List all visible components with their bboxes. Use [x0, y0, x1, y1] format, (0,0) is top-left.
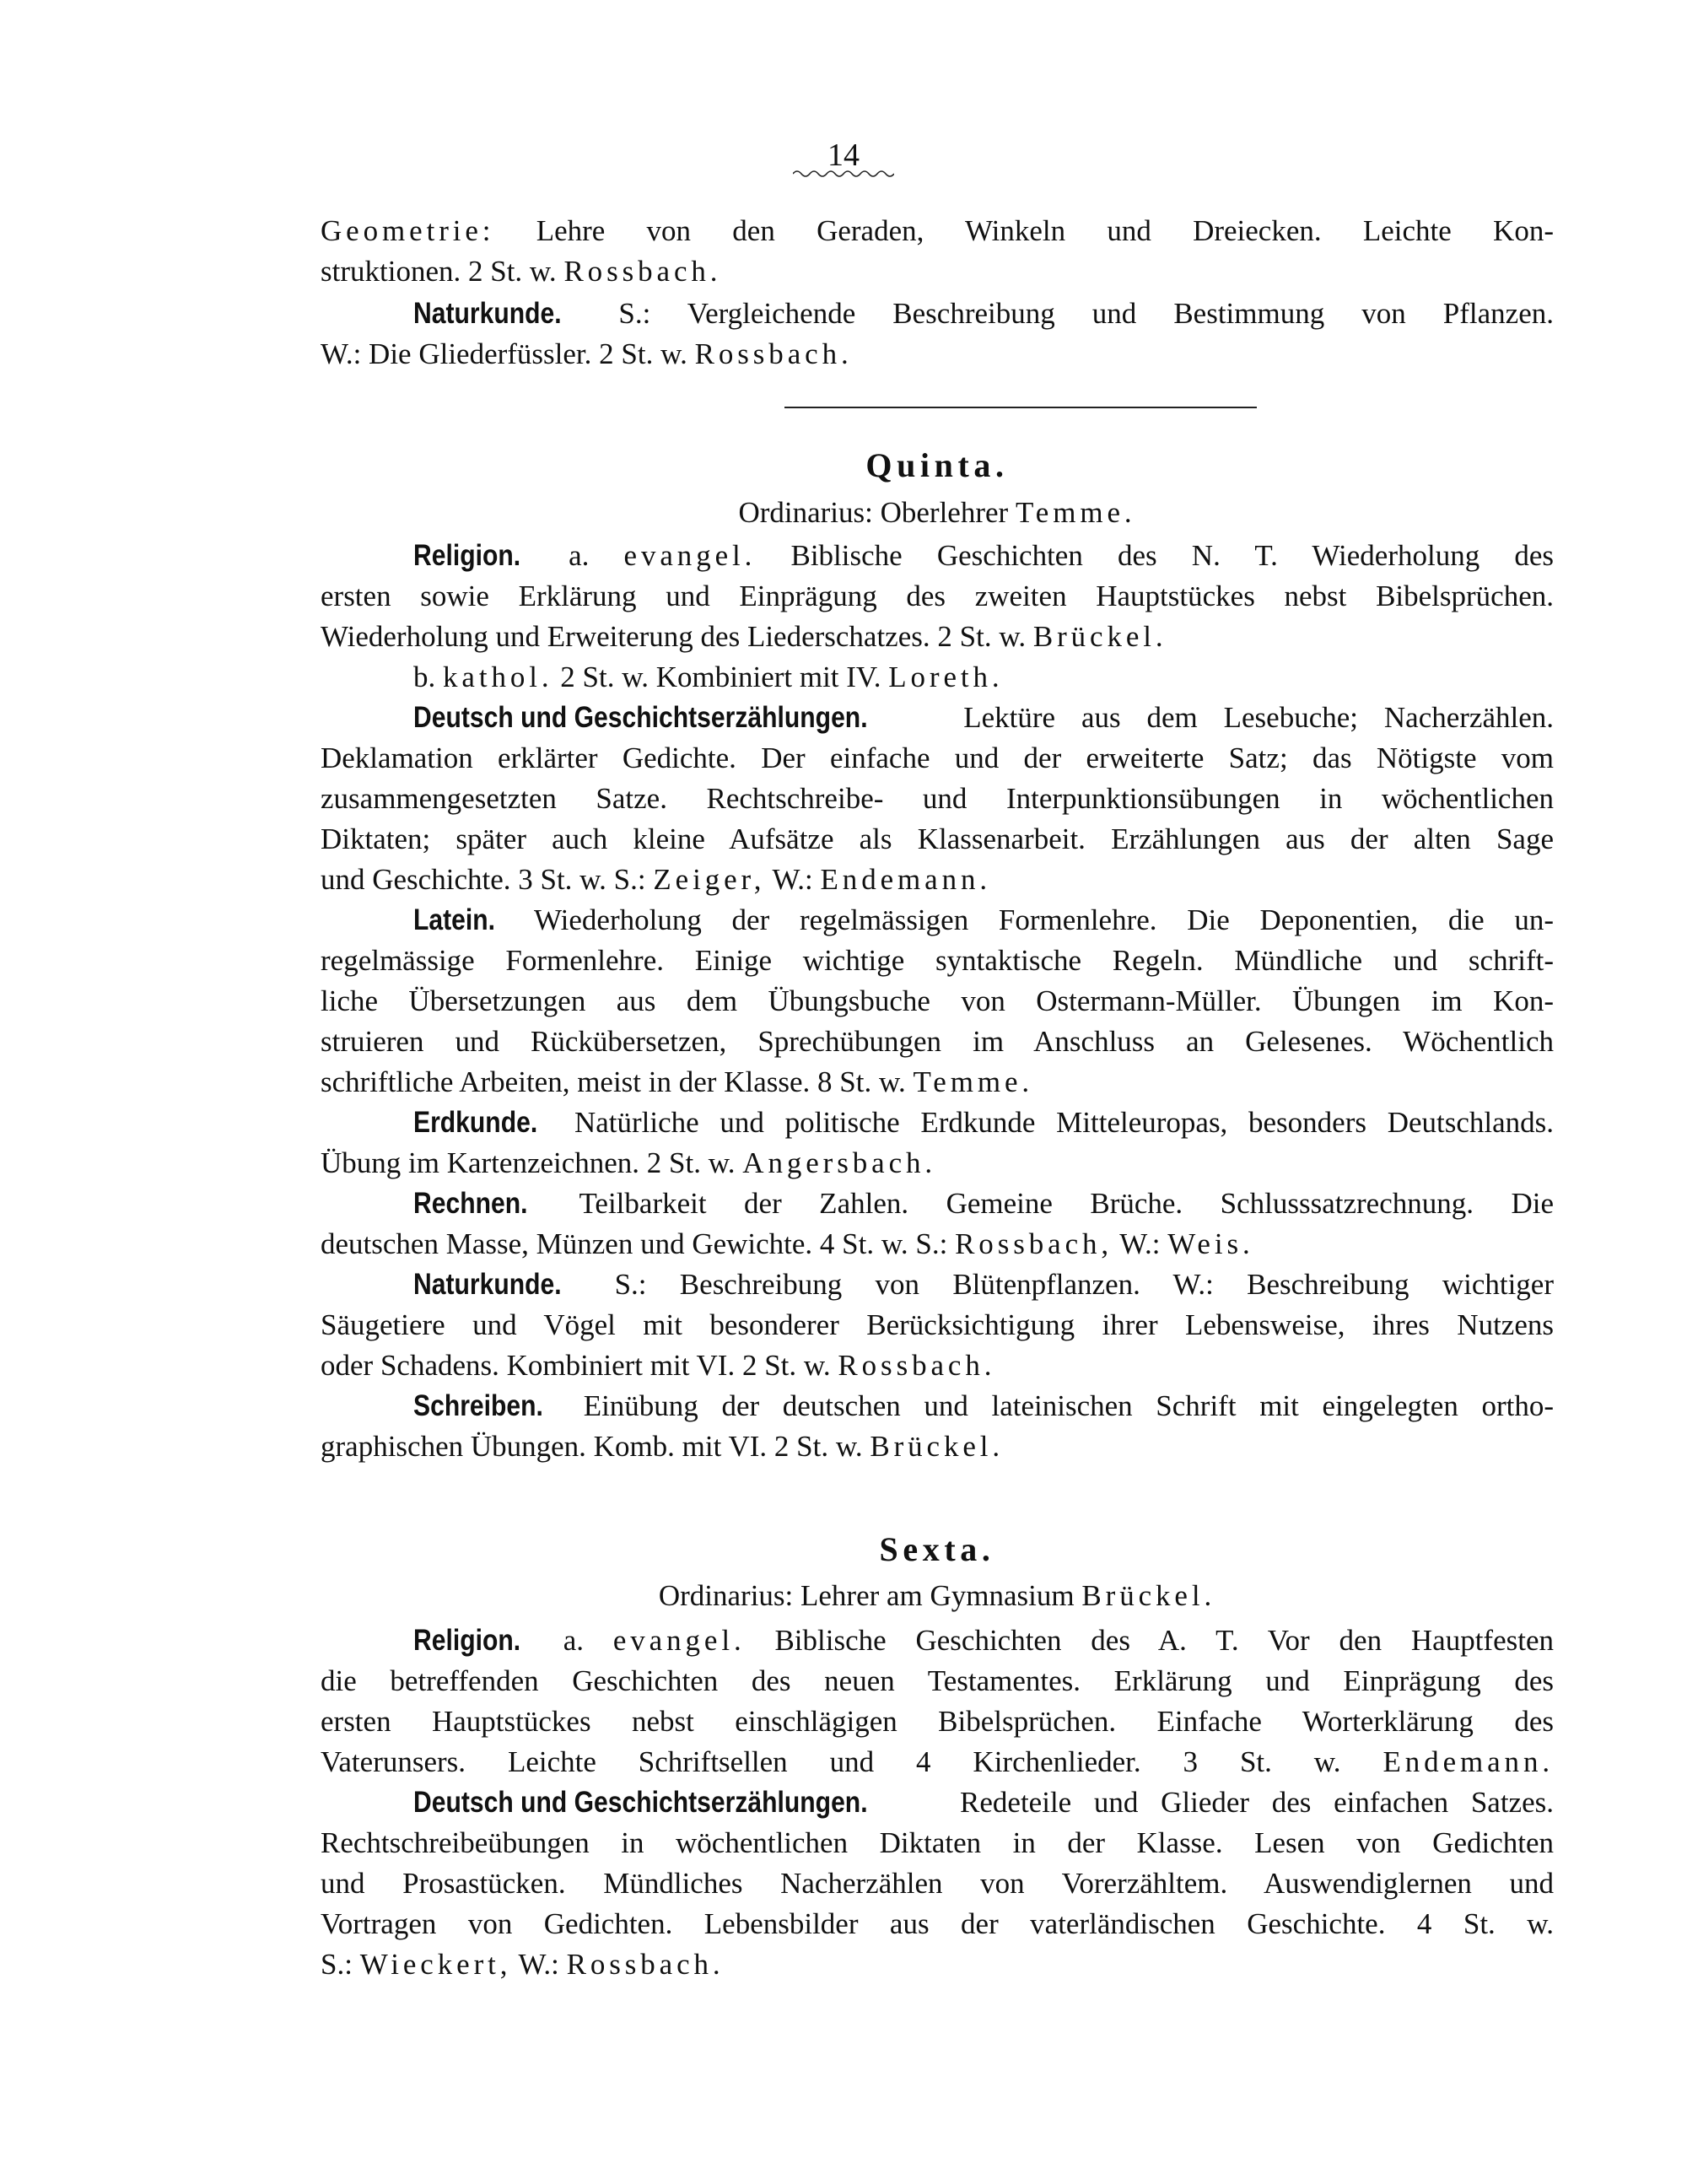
quarta-naturkunde-line-2: W.: Die Gliederfüssler. 2 St. w. Rossbach.	[321, 337, 853, 370]
sexta-religion-line-1: Religion. a. evangel. Biblische Geschichten des A. T. Vor den Hauptfesten	[413, 1624, 1555, 1657]
sexta-deutsch-line-4: Vortragen von Gedichten. Lebensbilder aus der vaterländischen Geschichte. 4 St. w.	[321, 1907, 1554, 1940]
sexta-deutsch-line-2: Rechtschreibeübungen in wöchentlichen Diktaten in der Klasse. Lesen von Gedichten	[321, 1826, 1554, 1859]
quinta-deutsch-line-5: und Geschichte. 3 St. w. S.: Zeiger, W.: Endemann.	[321, 863, 992, 896]
quinta-religion-line-1: Religion. a. evangel. Biblische Geschichten des N. T. Wiederholung des	[413, 539, 1555, 572]
quinta-deutsch-line-2: Deklamation erklärter Gedichte. Der einfache und der erweiterte Satz; das Nötigste vom	[321, 741, 1554, 774]
sexta-religion-line-3: ersten Hauptstückes nebst einschlägigen Bibelsprüchen. Einfache Worterklärung des	[321, 1705, 1554, 1738]
quinta-title: Quinta.	[865, 446, 1009, 484]
quinta-rechnen-line-2: deutschen Masse, Münzen und Gewichte. 4 St. w. S.: Rossbach, W.: Weis.	[321, 1227, 1254, 1260]
quinta-deutsch-line-4: Diktaten; später auch kleine Aufsätze als Klassenarbeit. Erzählungen aus der alten Sage	[321, 822, 1554, 855]
quinta-religion-line-2: ersten sowie Erklärung und Einprägung des zweiten Hauptstückes nebst Bibelsprüchen.	[321, 580, 1554, 612]
quinta-latein-line-1: Latein. Wiederholung der regelmässigen Formenlehre. Die Deponentien, die un-	[413, 903, 1554, 936]
quinta-naturkunde-line-1: Naturkunde. S.: Beschreibung von Blütenpflanzen. W.: Beschreibung wichtiger	[413, 1268, 1555, 1301]
quinta-latein-line-4: struieren und Rückübersetzen, Sprechübungen im Anschluss an Gelesenes. Wöchentlich	[321, 1025, 1554, 1058]
quinta-deutsch-line-3: zusammengesetzten Satze. Rechtschreibe- und Interpunktionsübungen in wöchentlichen	[321, 782, 1554, 815]
page-number: 14	[827, 138, 860, 173]
quinta-naturkunde-line-3: oder Schadens. Kombiniert mit VI. 2 St. w. Rossbach.	[321, 1349, 996, 1382]
sexta-deutsch-line-3: und Prosastücken. Mündliches Nacherzählen von Vorerzähltem. Auswendiglernen und	[321, 1867, 1554, 1900]
quinta-schreiben-line-2: graphischen Übungen. Komb. mit VI. 2 St. w. Brückel.	[321, 1430, 1005, 1463]
quinta-latein-line-2: regelmässige Formenlehre. Einige wichtige syntaktische Regeln. Mündliche und schrift-	[321, 944, 1554, 977]
sexta-ordinarius: Ordinarius: Lehrer am Gymnasium Brückel.	[658, 1579, 1216, 1612]
quinta-religion-line-4: b. kathol. 2 St. w. Kombiniert mit IV. Loreth.	[413, 661, 1004, 693]
quinta-rechnen-line-1: Rechnen. Teilbarkeit der Zahlen. Gemeine Brüche. Schlusssatzrechnung. Die	[413, 1187, 1554, 1220]
quinta-latein-line-3: liche Übersetzungen aus dem Übungsbuche von Ostermann-Müller. Übungen im Kon-	[321, 984, 1554, 1017]
section-divider	[784, 407, 1257, 408]
quinta-deutsch-line-1: Deutsch und Geschichtserzählungen. Lektüre aus dem Lesebuche; Nacherzählen.	[413, 701, 1555, 734]
sexta-religion-line-4: Vaterunsers. Leichte Schriftsellen und 4 Kirchenlieder. 3 St. w. Endemann.	[321, 1745, 1555, 1778]
quinta-ordinarius: Ordinarius: Oberlehrer Temme.	[738, 496, 1136, 529]
quinta-schreiben-line-1: Schreiben. Einübung der deutschen und lateinischen Schrift mit eingelegten ortho-	[413, 1389, 1554, 1422]
geometrie-line-1: Geometrie: Lehre von den Geraden, Winkeln und Dreiecken. Leichte Kon-	[321, 214, 1554, 247]
quinta-naturkunde-line-2: Säugetiere und Vögel mit besonderer Berücksichtigung ihrer Lebensweise, ihres Nutzens	[321, 1308, 1554, 1341]
sexta-title: Sexta.	[879, 1530, 995, 1568]
quinta-erdkunde-line-1: Erdkunde. Natürliche und politische Erdkunde Mitteleuropas, besonders Deutschlands.	[413, 1106, 1555, 1139]
page-number-ornament	[793, 169, 894, 179]
sexta-deutsch-line-1: Deutsch und Geschichtserzählungen. Redeteile und Glieder des einfachen Satzes.	[413, 1786, 1554, 1819]
quinta-erdkunde-line-2: Übung im Kartenzeichnen. 2 St. w. Angersbach.	[321, 1146, 937, 1179]
sexta-religion-line-2: die betreffenden Geschichten des neuen Testamentes. Erklärung und Einprägung des	[321, 1664, 1554, 1697]
geometrie-line-2: struktionen. 2 St. w. Rossbach.	[321, 255, 722, 288]
sexta-deutsch-line-5: S.: Wieckert, W.: Rossbach.	[321, 1948, 725, 1981]
quarta-naturkunde-line-1: Naturkunde. S.: Vergleichende Beschreibung und Bestimmung von Pflanzen.	[413, 297, 1554, 330]
quinta-latein-line-5: schriftliche Arbeiten, meist in der Klasse. 8 St. w. Temme.	[321, 1065, 1034, 1098]
quinta-religion-line-3: Wiederholung und Erweiterung des Liederschatzes. 2 St. w. Brückel.	[321, 620, 1167, 653]
